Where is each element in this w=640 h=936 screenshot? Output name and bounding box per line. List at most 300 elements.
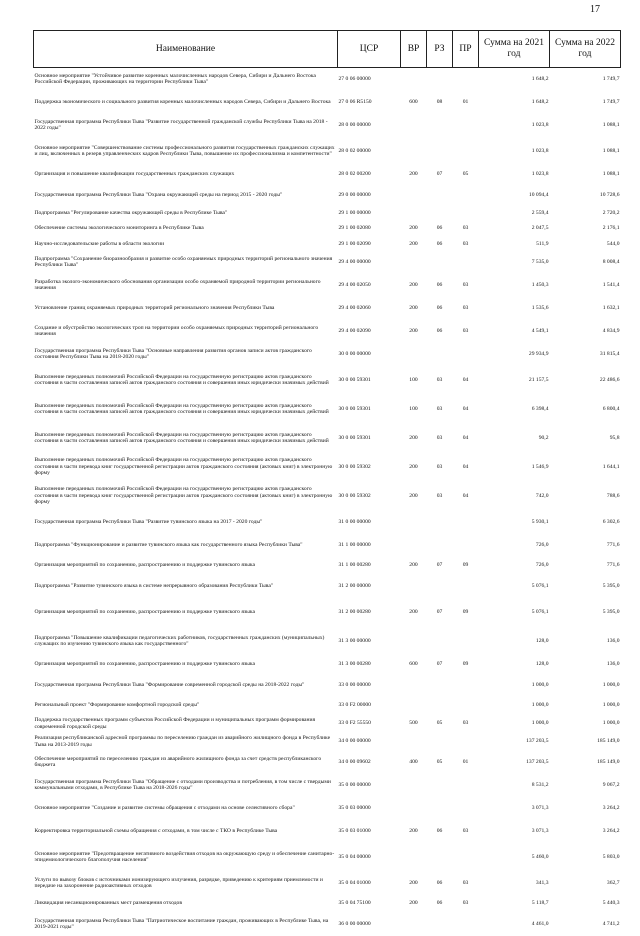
row-vr [401, 251, 427, 274]
row-sum-2021: 4 461,0 [531, 920, 549, 927]
row-name: Государственная программа Республики Тыва "Основные направления развития органов записи актов гражданского состояния Республики Тыва на 2018-2020 годы" [34, 347, 312, 360]
row-rz: 07 [436, 171, 443, 178]
row-rz: 06 [436, 225, 443, 232]
row-pr: 04 [462, 376, 469, 383]
row-rz: 07 [436, 661, 443, 668]
row-vr [401, 68, 427, 91]
row-sum-2021: 137 203,5 [526, 758, 549, 765]
row-pr: 03 [462, 720, 469, 727]
row-sum-2022: 3 264,2 [602, 804, 620, 811]
row-sum-2021: 1 023,8 [531, 121, 549, 128]
row-sum-2021: 5 460,0 [531, 853, 549, 860]
row-pr: 09 [462, 661, 469, 668]
row-pr [453, 511, 479, 534]
row-vr: 200 [409, 171, 418, 178]
row-rz [427, 184, 453, 207]
row-name: Ликвидация несанкционированных мест размещения отходов [34, 900, 182, 907]
row-csr: 27 0 06 R5150 [338, 98, 372, 105]
table-row [34, 166, 621, 184]
header-vr: ВР [401, 31, 427, 68]
row-rz [427, 797, 453, 820]
row-vr: 200 [409, 879, 418, 886]
row-sum-2022: 544,0 [606, 240, 620, 247]
row-csr: 28 0 02 00200 [338, 171, 371, 178]
row-rz [427, 114, 453, 137]
row-csr: 29 1 00 02090 [338, 240, 371, 247]
table-row [34, 137, 621, 166]
row-name: Организация и повышение квалификации государственных гражданских служащих [34, 171, 235, 178]
row-name: Основное мероприятие "Создание и развитие системы обращения с отходами на основе селективного сбора" [34, 804, 295, 811]
row-csr: 31 1 00 00280 [338, 562, 371, 569]
row-sum-2021: 1 450,3 [531, 281, 549, 288]
table-row [34, 511, 621, 534]
row-rz: 06 [436, 879, 443, 886]
table-row [34, 820, 621, 843]
row-name: Создание и обустройство экологических троп на территории особо охраняемых природных территорий регионального значения [34, 324, 319, 337]
row-pr [453, 343, 479, 366]
row-name: Выполнение переданных полномочий Российской Федерации на государственную регистрацию актов гражданского состояния в части составления записей актов гражданского состояния и совершения иных юридически значимых действий [34, 373, 329, 386]
row-csr: 29 4 00 02060 [338, 304, 371, 311]
row-pr: 05 [462, 171, 469, 178]
row-csr: 29 4 00 00000 [338, 258, 371, 265]
row-rz: 07 [436, 562, 443, 569]
row-sum-2022: 136,0 [606, 661, 620, 668]
row-sum-2022: 31 815,4 [599, 350, 620, 357]
row-vr [401, 184, 427, 207]
row-sum-2021: 341,3 [535, 879, 549, 886]
row-rz [427, 697, 453, 715]
row-sum-2022: 10 728,6 [599, 191, 620, 198]
row-vr [401, 697, 427, 715]
row-name: Государственная программа Республики Тыва "Развитие тувинского языка на 2017 - 2020 годы" [34, 518, 263, 525]
row-csr: 31 2 00 00000 [338, 582, 371, 589]
row-sum-2022: 185 149,0 [597, 738, 620, 745]
row-sum-2022: 1 632,1 [602, 304, 620, 311]
row-name: Государственная программа Республики Тыва "Развитие государственной гражданской службы Республики Тыва на 2018 - 2022 годы" [34, 118, 328, 131]
row-pr: 09 [462, 562, 469, 569]
row-csr: 30 0 00 59302 [338, 463, 371, 470]
table-row [34, 297, 621, 320]
row-rz [427, 913, 453, 936]
row-rz: 06 [436, 827, 443, 834]
table-row [34, 575, 621, 598]
row-sum-2022: 3 264,2 [602, 827, 620, 834]
row-sum-2021: 2 559,4 [531, 209, 549, 216]
row-pr: 01 [462, 98, 469, 105]
table-row [34, 627, 621, 656]
row-sum-2021: 128,0 [535, 637, 549, 644]
row-pr: 04 [462, 434, 469, 441]
page-number: 17 [590, 4, 600, 15]
row-vr: 200 [409, 304, 418, 311]
row-csr: 31 3 00 00280 [338, 661, 371, 668]
table-row [34, 238, 621, 251]
row-vr [401, 114, 427, 137]
row-csr: 30 0 00 59301 [338, 434, 371, 441]
row-csr: 31 0 00 00000 [338, 518, 371, 525]
row-csr: 35 0 03 01000 [338, 827, 371, 834]
row-sum-2021: 5 076,1 [531, 582, 549, 589]
row-pr [453, 627, 479, 656]
row-sum-2021: 3 071,3 [531, 827, 549, 834]
row-csr: 28 0 00 00000 [338, 121, 371, 128]
row-vr [401, 913, 427, 936]
row-vr: 600 [409, 98, 418, 105]
row-csr: 30 0 00 59301 [338, 405, 371, 412]
table-row [34, 453, 621, 482]
table-row [34, 913, 621, 936]
row-sum-2022: 5 395,0 [602, 608, 620, 615]
row-rz: 03 [436, 463, 443, 470]
row-sum-2022: 2 720,2 [602, 209, 620, 216]
row-pr: 03 [462, 304, 469, 311]
table-row [34, 482, 621, 511]
row-pr [453, 184, 479, 207]
row-rz [427, 207, 453, 220]
header-sum-2021: Сумма на 2021 год [479, 31, 550, 68]
row-name: Региональный проект "Формирование комфортной городской среды" [34, 702, 200, 709]
row-pr [453, 843, 479, 872]
row-vr: 200 [409, 562, 418, 569]
row-vr [401, 843, 427, 872]
row-csr: 28 0 02 00000 [338, 147, 371, 154]
row-name: Выполнение переданных полномочий Российской Федерации на государственную регистрацию актов гражданского состояния в части перевода книг государственной регистрации актов гражданского состояния (актовых книг) в электронную форму [34, 486, 333, 506]
row-sum-2022: 788,6 [606, 492, 620, 499]
row-vr: 200 [409, 281, 418, 288]
row-sum-2021: 90,2 [538, 434, 549, 441]
row-vr [401, 627, 427, 656]
row-sum-2021: 1 546,9 [531, 463, 549, 470]
row-csr: 29 4 00 02050 [338, 281, 371, 288]
table-body [34, 68, 621, 936]
row-vr: 200 [409, 900, 418, 907]
table-row [34, 774, 621, 797]
row-name: Подпрограмма "Сохранение биоразнообразия и развитие особо охраняемых природных территорий регионального значения Республики Тыва" [34, 255, 333, 268]
row-name: Организация мероприятий по сохранению, распространению и поддержке тувинского языка [34, 608, 256, 615]
row-csr: 33 0 F2 00000 [338, 702, 371, 709]
row-vr [401, 207, 427, 220]
table-row [34, 733, 621, 751]
header-sum-2022: Сумма на 2022 год [550, 31, 621, 68]
table-row [34, 697, 621, 715]
row-vr: 200 [409, 434, 418, 441]
row-csr: 29 0 00 00000 [338, 191, 371, 198]
row-vr: 200 [409, 463, 418, 470]
row-name: Подпрограмма "Функционирование и развитие тувинского языка как государственного языка Республики Тыва" [34, 541, 303, 548]
row-name: Государственная программа Республики Тыва "Формирование современной городской среды на 2018-2022 годы" [34, 681, 305, 688]
row-sum-2022: 9 067,2 [602, 781, 620, 788]
row-rz [427, 627, 453, 656]
row-rz [427, 674, 453, 697]
row-pr: 03 [462, 879, 469, 886]
row-pr [453, 575, 479, 598]
row-rz [427, 68, 453, 91]
row-rz: 08 [436, 98, 443, 105]
row-rz: 05 [436, 758, 443, 765]
row-sum-2022: 1 749,7 [602, 98, 620, 105]
row-sum-2021: 5 076,1 [531, 608, 549, 615]
table-row [34, 557, 621, 575]
table-row [34, 424, 621, 453]
row-vr: 100 [409, 405, 418, 412]
row-csr: 27 0 06 00000 [338, 76, 371, 83]
row-sum-2021: 1 648,2 [531, 76, 549, 83]
row-sum-2021: 1 000,0 [531, 681, 549, 688]
row-pr: 01 [462, 758, 469, 765]
row-sum-2022: 95,8 [609, 434, 620, 441]
row-csr: 36 0 00 00000 [338, 920, 371, 927]
table-row [34, 751, 621, 774]
table-row [34, 251, 621, 274]
row-rz: 03 [436, 492, 443, 499]
row-csr: 35 0 04 00000 [338, 853, 371, 860]
row-pr: 03 [462, 900, 469, 907]
row-name: Основное мероприятие "Устойчивое развитие коренных малочисленных народов Севера, Сибири и Дальнего Востока Российской Федерации, проживающих на территории Республики Тыва" [34, 72, 316, 86]
row-sum-2022: 5 803,0 [602, 853, 620, 860]
table-row [34, 534, 621, 557]
row-sum-2021: 21 157,5 [528, 376, 549, 383]
row-csr: 34 0 00 00000 [338, 738, 371, 745]
row-rz [427, 511, 453, 534]
row-sum-2021: 1 648,2 [531, 98, 549, 105]
row-sum-2022: 5 395,0 [602, 582, 620, 589]
row-vr [401, 733, 427, 751]
table-row [34, 598, 621, 627]
table-row [34, 674, 621, 697]
row-vr [401, 343, 427, 366]
row-name: Услуги по вывозу блоков с источниками ионизирующего излучения, разрядке, приведению к критериям приемлемости и передаче на захоронение радиоактивных отходов [34, 876, 323, 889]
row-sum-2022: 5 440,3 [602, 900, 620, 907]
row-rz: 05 [436, 720, 443, 727]
table-row [34, 274, 621, 297]
table-row [34, 320, 621, 343]
row-vr: 200 [409, 327, 418, 334]
row-sum-2022: 185 149,0 [597, 758, 620, 765]
row-csr: 35 0 04 75100 [338, 900, 371, 907]
table-row [34, 220, 621, 238]
table-row [34, 656, 621, 674]
row-rz: 06 [436, 304, 443, 311]
row-pr [453, 137, 479, 166]
row-csr: 29 1 00 00000 [338, 209, 371, 216]
row-csr: 30 0 00 00000 [338, 350, 371, 357]
row-pr: 04 [462, 405, 469, 412]
row-pr [453, 697, 479, 715]
table-row [34, 797, 621, 820]
row-vr: 200 [409, 492, 418, 499]
row-name: Государственная программа Республики Тыва "Обращение с отходами производства и потребления, в том числе с твердыми коммунальными отходами, в Республике Тыва на 2018-2026 годы" [34, 778, 331, 791]
row-sum-2021: 3 071,3 [531, 804, 549, 811]
row-rz: 06 [436, 327, 443, 334]
row-sum-2022: 771,6 [606, 541, 620, 548]
row-name: Основное мероприятие "Совершенствование системы профессионального развития государственных гражданских служащих и лиц, включенных в резерв управленческих кадров Республики Тыва, повышение их профессионализма и компетентности" [34, 144, 335, 157]
row-csr: 35 0 04 01000 [338, 879, 371, 886]
row-sum-2021: 1 023,8 [531, 171, 549, 178]
row-rz [427, 575, 453, 598]
row-name: Государственная программа Республики Тыва "Патриотическое воспитание граждан, проживающих в Республике Тыва, на 2019-2021 годы" [34, 917, 329, 930]
row-sum-2021: 10 094,4 [528, 191, 549, 198]
row-sum-2021: 6 398,4 [531, 405, 549, 412]
row-sum-2022: 1 088,1 [602, 171, 620, 178]
row-name: Выполнение переданных полномочий Российской Федерации на государственную регистрацию актов гражданского состояния в части перевода книг государственной регистрации актов гражданского состояния (актовых книг) в электронную форму [34, 457, 333, 477]
row-name: Научно-исследовательские работы в области экологии [34, 240, 165, 247]
row-pr: 09 [462, 608, 469, 615]
row-pr: 03 [462, 827, 469, 834]
row-rz [427, 843, 453, 872]
row-csr: 34 0 00 09602 [338, 758, 371, 765]
row-sum-2022: 1 088,1 [602, 147, 620, 154]
row-sum-2021: 5 118,7 [531, 900, 549, 907]
table-row [34, 395, 621, 424]
row-vr: 200 [409, 225, 418, 232]
row-sum-2021: 5 930,1 [531, 518, 549, 525]
row-rz [427, 534, 453, 557]
row-name: Основное мероприятие "Предотвращение негативного воздействия отходов на окружающую среду и обеспечение санитарно-эпидемиологического благополучия населения" [34, 850, 335, 863]
header-csr: ЦСР [338, 31, 401, 68]
row-pr [453, 913, 479, 936]
table-row [34, 68, 621, 91]
row-csr: 31 2 00 00280 [338, 608, 371, 615]
row-vr: 200 [409, 240, 418, 247]
table-row [34, 895, 621, 913]
row-rz [427, 733, 453, 751]
row-pr: 04 [462, 463, 469, 470]
row-sum-2022: 4 741,2 [602, 920, 620, 927]
row-sum-2022: 8 008,4 [602, 258, 620, 265]
row-name: Выполнение переданных полномочий Российской Федерации на государственную регистрацию актов гражданского состояния в части составления записей актов гражданского состояния и совершения иных юридически значимых действий [34, 431, 329, 444]
row-pr [453, 207, 479, 220]
row-sum-2022: 1 644,1 [602, 463, 620, 470]
table-row [34, 715, 621, 733]
row-sum-2021: 726,0 [535, 562, 549, 569]
row-sum-2021: 1 000,0 [531, 720, 549, 727]
table-row [34, 114, 621, 137]
row-vr [401, 797, 427, 820]
row-sum-2022: 1 749,7 [602, 76, 620, 83]
row-sum-2022: 136,0 [606, 637, 620, 644]
table-row [34, 207, 621, 220]
row-sum-2022: 4 834,9 [602, 327, 620, 334]
row-csr: 35 0 03 00000 [338, 804, 371, 811]
row-csr: 30 0 00 59301 [338, 376, 371, 383]
row-pr: 03 [462, 225, 469, 232]
row-vr [401, 575, 427, 598]
row-sum-2021: 7 535,0 [531, 258, 549, 265]
row-rz: 03 [436, 405, 443, 412]
row-csr: 30 0 00 59302 [338, 492, 371, 499]
row-sum-2022: 1 541,4 [602, 281, 620, 288]
row-pr: 03 [462, 281, 469, 288]
table-row [34, 184, 621, 207]
row-rz: 06 [436, 281, 443, 288]
row-sum-2021: 511,9 [536, 240, 549, 247]
row-name: Организация мероприятий по сохранению, распространению и поддержке тувинского языка [34, 661, 256, 668]
row-sum-2021: 1 000,0 [531, 702, 549, 709]
row-name: Выполнение переданных полномочий Российской Федерации на государственную регистрацию актов гражданского состояния в части составления записей актов гражданского состояния и совершения иных юридически значимых действий [34, 402, 329, 415]
row-csr: 33 0 00 00000 [338, 681, 371, 688]
row-rz: 03 [436, 376, 443, 383]
row-csr: 29 4 00 02090 [338, 327, 371, 334]
table-row [34, 343, 621, 366]
row-name: Установление границ охраняемых природных территорий регионального значения Республики Тыва [34, 304, 275, 311]
row-vr: 600 [409, 661, 418, 668]
row-rz: 03 [436, 434, 443, 441]
table-row [34, 872, 621, 895]
row-pr: 03 [462, 327, 469, 334]
row-pr [453, 114, 479, 137]
row-pr: 04 [462, 492, 469, 499]
row-pr [453, 733, 479, 751]
row-sum-2021: 29 934,9 [528, 350, 549, 357]
row-vr [401, 674, 427, 697]
row-vr: 400 [409, 758, 418, 765]
row-sum-2021: 8 531,2 [531, 781, 549, 788]
row-sum-2021: 137 203,5 [526, 738, 549, 745]
row-sum-2022: 362,7 [606, 879, 620, 886]
row-csr: 31 1 00 00000 [338, 541, 371, 548]
row-sum-2021: 1 023,8 [531, 147, 549, 154]
table-row [34, 843, 621, 872]
row-pr: 03 [462, 240, 469, 247]
row-sum-2022: 6 302,6 [602, 518, 620, 525]
row-vr: 100 [409, 376, 418, 383]
row-pr [453, 797, 479, 820]
row-sum-2022: 1 000,0 [602, 681, 620, 688]
table-row [34, 366, 621, 395]
row-csr: 35 0 00 00000 [338, 781, 371, 788]
row-rz [427, 137, 453, 166]
row-rz: 06 [436, 240, 443, 247]
row-name: Разработка эколого-экономического обоснования организации особо охраняемой природной территории регионального значения [34, 278, 321, 291]
row-name: Поддержка государственных программ субъектов Российской Федерации и муниципальных программ формирования современной городской среды [34, 717, 316, 730]
row-csr: 31 3 00 00000 [338, 637, 371, 644]
budget-table [33, 30, 621, 936]
row-pr [453, 68, 479, 91]
row-vr [401, 774, 427, 797]
row-name: Организация мероприятий по сохранению, распространению и поддержке тувинского языка [34, 562, 256, 569]
row-name: Подпрограмма "Повышение квалификации педагогических работников, государственных гражданских (муниципальных) служащих по изучению тувинского языка как государственного" [34, 634, 325, 647]
header-rz: РЗ [427, 31, 453, 68]
row-rz [427, 774, 453, 797]
row-sum-2021: 4 549,1 [531, 327, 549, 334]
row-csr: 33 0 F2 55550 [338, 720, 371, 727]
header-name: Наименование [34, 31, 338, 68]
row-rz [427, 343, 453, 366]
row-vr [401, 534, 427, 557]
row-sum-2022: 1 000,0 [602, 720, 620, 727]
row-sum-2022: 1 088,1 [602, 121, 620, 128]
row-vr: 200 [409, 827, 418, 834]
row-csr: 29 1 00 02080 [338, 225, 371, 232]
table-header-row [34, 31, 621, 68]
row-sum-2021: 2 047,5 [531, 225, 549, 232]
row-sum-2022: 1 000,0 [602, 702, 620, 709]
row-sum-2022: 2 176,1 [602, 225, 620, 232]
row-sum-2022: 6 800,4 [602, 405, 620, 412]
row-pr [453, 774, 479, 797]
row-sum-2021: 742,0 [535, 492, 549, 499]
row-sum-2021: 726,0 [535, 541, 549, 548]
header-pr: ПР [453, 31, 479, 68]
row-name: Обеспечение системы экологического мониторинга в Республике Тыва [34, 225, 204, 232]
row-name: Государственная программа Республики Тыва "Охрана окружающей среды на период 2015 - 2020 годы" [34, 191, 283, 198]
row-rz: 06 [436, 900, 443, 907]
row-name: Подпрограмма "Развитие тувинского языка в системе непрерывного образования Республики Тыва" [34, 582, 274, 589]
row-sum-2021: 1 535,6 [531, 304, 549, 311]
row-pr [453, 534, 479, 557]
row-rz: 07 [436, 608, 443, 615]
row-vr: 500 [409, 720, 418, 727]
